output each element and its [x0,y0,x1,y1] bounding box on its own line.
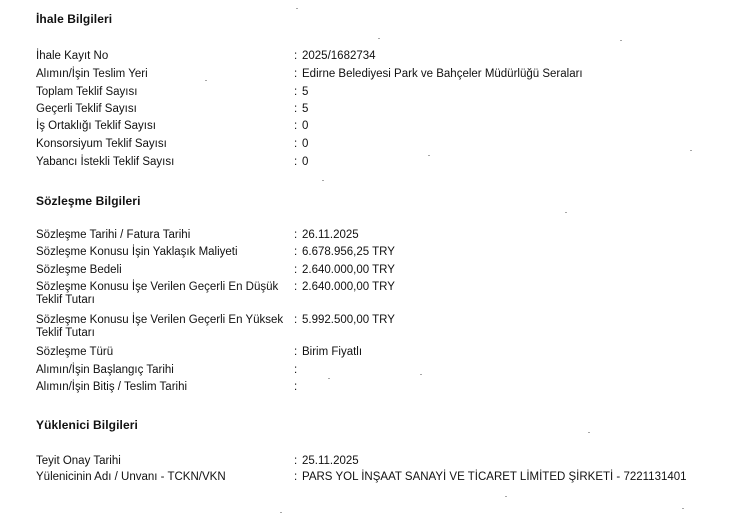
row-label: Yabancı İstekli Teklif Sayısı [36,156,175,168]
row-label: Konsorsiyum Teklif Sayısı [36,138,167,150]
row-separator: : [294,246,298,258]
row-separator: : [294,86,298,98]
row-label: İhale Kayıt No [36,50,109,62]
row-label: Toplam Teklif Sayısı [36,86,138,98]
row-value: 25.11.2025 [302,455,359,467]
row-value: 6.678.956,25 TRY [302,246,395,258]
row-separator: : [294,264,298,276]
scan-speck [205,80,207,81]
row-separator: : [294,156,298,168]
row-separator: : [294,103,298,115]
row-separator: : [294,281,298,293]
row-label: Sözleşme Konusu İşe Verilen Geçerli En Yüksek Teklif Tutarı [36,314,284,339]
row-value: 0 [302,156,309,168]
row-separator: : [294,50,298,62]
section-title-ihale: İhale Bilgileri [36,12,113,26]
row-label: İş Ortaklığı Teklif Sayısı [36,120,156,132]
row-value: 2.640.000,00 TRY [302,281,395,293]
row-value: PARS YOL İNŞAAT SANAYİ VE TİCARET LİMİTED ŞİRKETİ - 7221131401 [302,471,687,483]
scan-speck [296,8,298,9]
scan-speck [420,374,422,375]
row-label: Sözleşme Tarihi / Fatura Tarihi [36,229,191,241]
scan-speck [378,38,380,39]
row-value: 5 [302,103,309,115]
row-label: Sözleşme Bedeli [36,264,122,276]
row-label: Sözleşme Konusu İşe Verilen Geçerli En Düşük Teklif Tutarı [36,281,279,306]
scan-speck [328,378,330,379]
row-value: 2025/1682734 [302,50,376,62]
scan-speck [565,212,567,213]
row-value: 26.11.2025 [302,229,359,241]
scan-speck [322,180,324,181]
row-label: Alımın/İşin Teslim Yeri [36,68,148,80]
row-label: Sözleşme Türü [36,346,114,358]
scan-speck [505,496,507,497]
row-separator: : [294,138,298,150]
scan-speck [690,150,692,151]
scan-speck [428,155,430,156]
row-separator: : [294,364,298,376]
scan-speck [588,432,590,433]
row-separator: : [294,471,298,483]
row-label: Alımın/İşin Bitiş / Teslim Tarihi [36,381,188,393]
scan-speck [280,512,282,513]
row-separator: : [294,381,298,393]
row-separator: : [294,314,298,326]
row-value: 0 [302,138,309,150]
row-value: 5 [302,86,309,98]
row-label: Yülenicinin Adı / Unvanı - TCKN/VKN [36,471,226,483]
row-value: 5.992.500,00 TRY [302,314,395,326]
scan-speck [682,508,684,509]
row-value: Birim Fiyatlı [302,346,363,358]
row-separator: : [294,346,298,358]
section-title-sozlesme: Sözleşme Bilgileri [36,194,141,208]
row-label: Sözleşme Konusu İşin Yaklaşık Maliyeti [36,246,238,258]
row-value: Edirne Belediyesi Park ve Bahçeler Müdürlüğü Seraları [302,68,583,80]
row-label: Teyit Onay Tarihi [36,455,121,467]
row-value: 2.640.000,00 TRY [302,264,395,276]
row-value: 0 [302,120,309,132]
row-label: Alımın/İşin Başlangıç Tarihi [36,364,174,376]
row-separator: : [294,120,298,132]
scan-speck [620,40,622,41]
row-separator: : [294,455,298,467]
row-label: Geçerli Teklif Sayısı [36,103,137,115]
row-separator: : [294,68,298,80]
section-title-yuklenici: Yüklenici Bilgileri [36,418,138,432]
row-separator: : [294,229,298,241]
